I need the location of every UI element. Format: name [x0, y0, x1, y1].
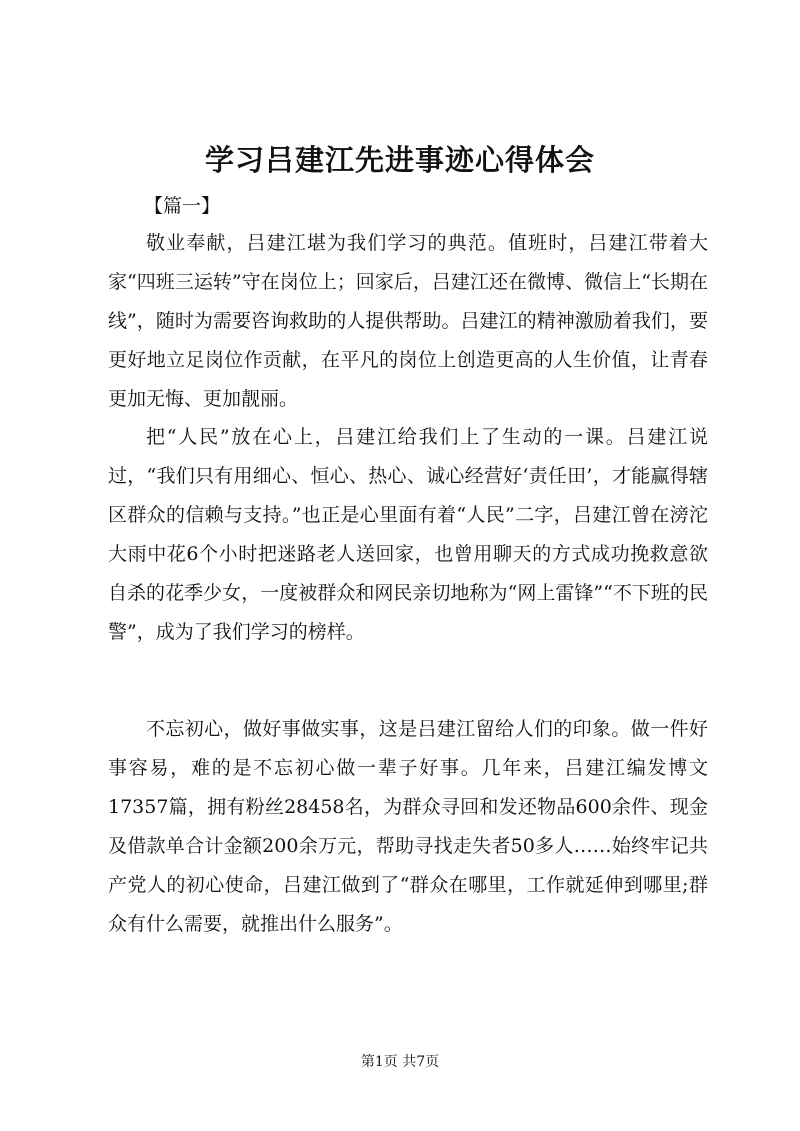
paragraph-3: 不忘初心，做好事做实事，这是吕建江留给人们的印象。做一件好事容易，难的是不忘初心做一辈子好事。几年来，吕建江编发博文17357篇，拥有粉丝28458名，为群众寻回和发还物品600余件、现金及借款单合计金额200余万元，帮助寻找走失者50多人……始终牢记共产党人的初心使命，吕建江做到了“群众在哪里，工作就延伸到哪里;群众有什么需要，就推出什么服务”。 [108, 718, 708, 935]
page-footer: 第1页 共7页 [360, 1054, 440, 1070]
section-label: 【篇一】 [144, 195, 221, 217]
page-title: 学习吕建江先进事迹心得体会 [204, 143, 595, 177]
paragraph-2: 把“人民”放在心上，吕建江给我们上了生动的一课。吕建江说过，“我们只有用细心、恒心、热心、诚心经营好‘责任田’，才能赢得辖区群众的信赖与支持。”也正是心里面有着“人民”二字，吕建江曾在滂沱大雨中花6个小时把迷路老人送回家，也曾用聊天的方式成功挽救意欲自杀的花季少女，一度被群众和网民亲切地称为“网上雷锋”“不下班的民警”，成为了我们学习的榜样。 [108, 426, 708, 643]
paragraph-1: 敬业奉献，吕建江堪为我们学习的典范。值班时，吕建江带着大家“四班三运转”守在岗位上；回家后，吕建江还在微博、微信上“长期在线”，随时为需要咨询救助的人提供帮助。吕建江的精神激励着我们，要更好地立足岗位作贡献，在平凡的岗位上创造更高的人生价值，让青春更加无悔、更加靓丽。 [108, 232, 708, 410]
